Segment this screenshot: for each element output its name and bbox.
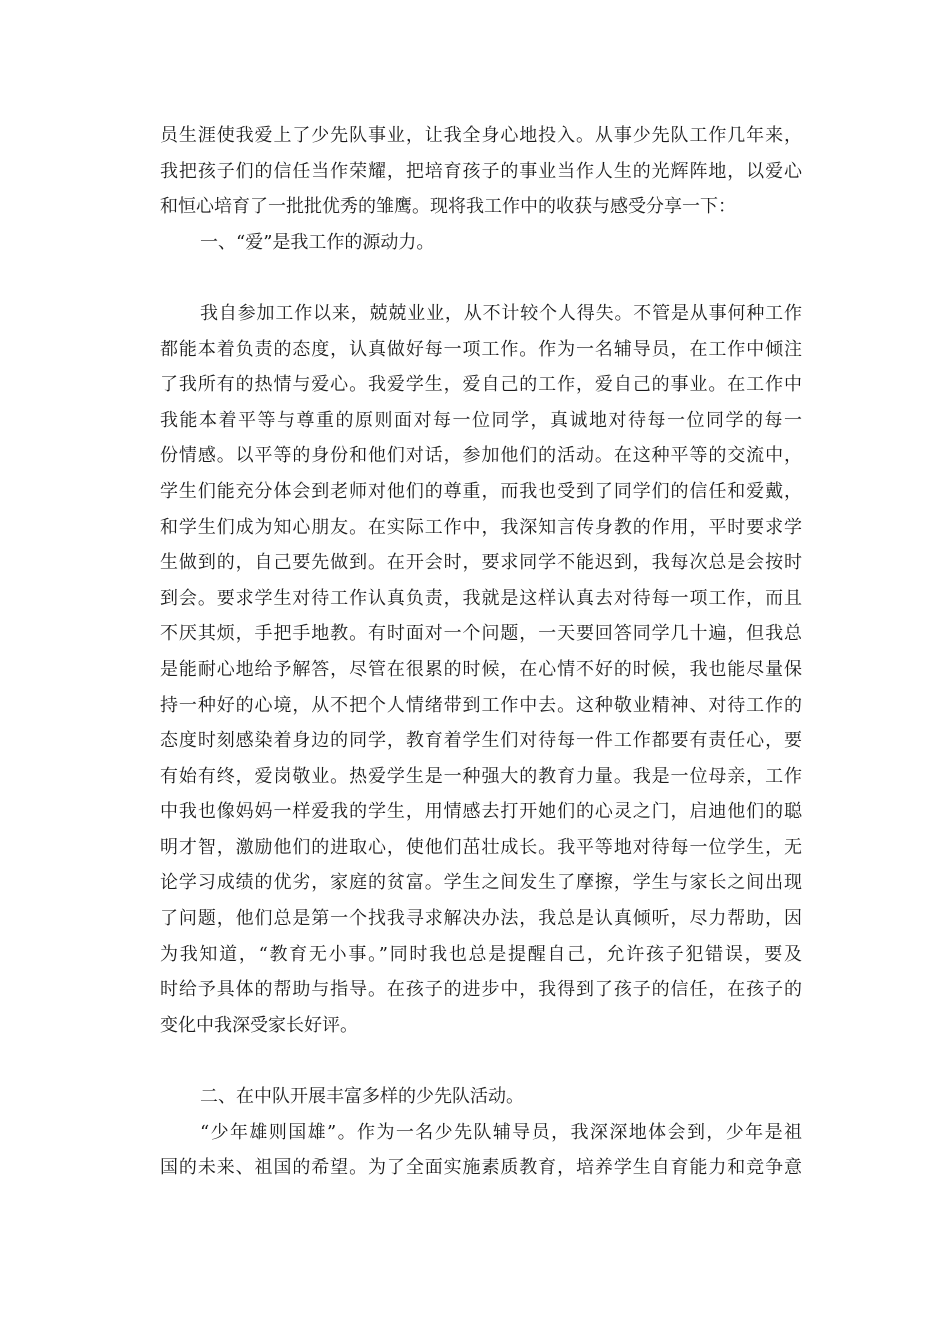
paragraph-line: 为我知道，“教育无小事。”同时我也总是提醒自己，允许孩子犯错误，要及	[160, 943, 802, 965]
paragraph-line: 国的未来、祖国的希望。为了全面实施素质教育，培养学生自育能力和竞争意	[160, 1157, 802, 1179]
paragraph-line: 论学习成绩的优劣，家庭的贫富。学生之间发生了摩擦，学生与家长之间出现	[160, 872, 802, 894]
paragraph-line: 了我所有的热情与爱心。我爱学生，爱自己的工作，爱自己的事业。在工作中	[160, 374, 802, 396]
paragraph-line: 我自参加工作以来，兢兢业业，从不计较个人得失。不管是从事何种工作	[200, 302, 802, 324]
paragraph-line: 不厌其烦，手把手地教。有时面对一个问题，一天要回答同学几十遍，但我总	[160, 623, 802, 645]
paragraph-line: 明才智，激励他们的进取心，使他们茁壮成长。我平等地对待每一位学生，无	[160, 836, 802, 858]
paragraph-line: 态度时刻感染着身边的同学，教育着学生们对待每一件工作都要有责任心，要	[160, 730, 802, 752]
intro-line: 和恒心培育了一批批优秀的雏鹰。现将我工作中的收获与感受分享一下：	[160, 196, 736, 218]
paragraph-line: 都能本着负责的态度，认真做好每一项工作。作为一名辅导员，在工作中倾注	[160, 338, 802, 360]
paragraph-line: 中我也像妈妈一样爱我的学生，用情感去打开她们的心灵之门，启迪他们的聪	[160, 801, 802, 823]
intro-line: 我把孩子们的信任当作荣耀，把培育孩子的事业当作人生的光辉阵地，以爱心	[160, 160, 802, 182]
paragraph-line: 有始有终，爱岗敬业。热爱学生是一种强大的教育力量。我是一位母亲，工作	[160, 765, 802, 787]
paragraph-line: 我能本着平等与尊重的原则面对每一位同学，真诚地对待每一位同学的每一	[160, 409, 802, 431]
blank-line	[160, 260, 802, 296]
paragraph-line: 和学生们成为知心朋友。在实际工作中，我深知言传身教的作用，平时要求学	[160, 516, 802, 538]
paragraph-line: 时给予具体的帮助与指导。在孩子的进步中，我得到了孩子的信任，在孩子的	[160, 979, 802, 1001]
paragraph-line: 份情感。以平等的身份和他们对话，参加他们的活动。在这种平等的交流中，	[160, 445, 802, 467]
paragraph-line: 生做到的，自己要先做到。在开会时，要求同学不能迟到，我每次总是会按时	[160, 552, 802, 574]
section-heading-1: 一、“爱”是我工作的源动力。	[200, 231, 435, 253]
paragraph-line: 到会。要求学生对待工作认真负责，我就是这样认真去对待每一项工作，而且	[160, 587, 802, 609]
paragraph-line: 了问题，他们总是第一个找我寻求解决办法，我总是认真倾听，尽力帮助，因	[160, 908, 802, 930]
paragraph-line: 变化中我深受家长好评。	[160, 1014, 358, 1036]
paragraph-line: “少年雄则国雄”。作为一名少先队辅导员，我深深地体会到，少年是祖	[200, 1121, 802, 1143]
section-heading-2: 二、在中队开展丰富多样的少先队活动。	[200, 1086, 524, 1108]
intro-line: 员生涯使我爱上了少先队事业，让我全身心地投入。从事少先队工作几年来，	[160, 125, 802, 146]
paragraph-line: 是能耐心地给予解答，尽管在很累的时候，在心情不好的时候，我也能尽量保	[160, 658, 802, 680]
paragraph-line: 学生们能充分体会到老师对他们的尊重，而我也受到了同学们的信任和爱戴，	[160, 480, 802, 502]
blank-line	[160, 1043, 802, 1079]
paragraph-line: 持一种好的心境，从不把个人情绪带到工作中去。这种敬业精神、对待工作的	[160, 694, 802, 716]
document-body	[160, 118, 802, 1186]
